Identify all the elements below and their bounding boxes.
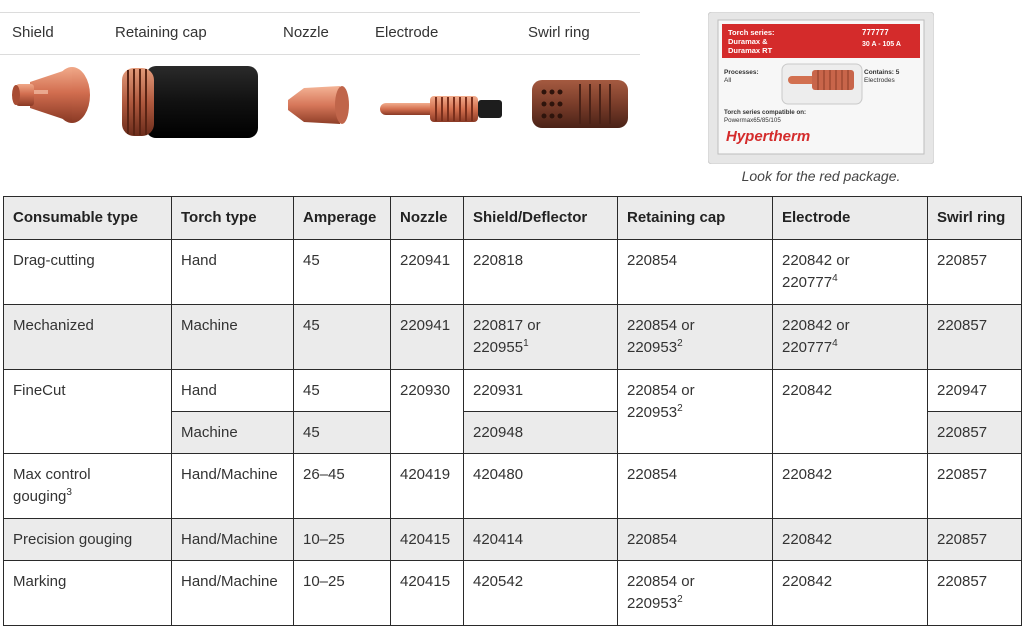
package-header-line3: Duramax RT — [728, 46, 773, 55]
cell-amperage: 10–25 — [294, 519, 391, 561]
cell-torch-type: Hand — [172, 240, 294, 305]
cell-swirl-ring: 220947 — [928, 370, 1022, 412]
cell-torch-type: Machine — [172, 305, 294, 370]
cell-nozzle: 420415 — [391, 519, 464, 561]
cell-nozzle: 220930 — [391, 370, 464, 454]
shield-part-image — [10, 64, 92, 126]
cell-amperage: 26–45 — [294, 454, 391, 519]
column-header-torch-type: Torch type — [172, 197, 294, 240]
cell-torch-type: Hand — [172, 370, 294, 412]
cell-swirl-ring: 220857 — [928, 519, 1022, 561]
cell-cap-line1: 220854 or — [627, 317, 695, 334]
cell-cap-line1: 220854 or — [627, 382, 695, 399]
cell-consumable-type: Precision gouging — [4, 519, 172, 561]
column-header-amperage: Amperage — [294, 197, 391, 240]
cell-shield: 420414 — [464, 519, 618, 561]
swirl-ring-part-image — [528, 76, 632, 132]
cell-electrode-line2: 220777 — [782, 274, 833, 291]
swirl-ring-part-label: Swirl ring — [528, 24, 590, 41]
cell-electrode: 220842 — [773, 454, 928, 519]
column-header-shield: Shield/Deflector — [464, 197, 618, 240]
package-contains-label: Contains: 5 — [864, 69, 900, 76]
cell-retaining-cap: 220854 — [618, 240, 773, 305]
cell-nozzle: 420415 — [391, 561, 464, 626]
table-row-marking — [4, 561, 1022, 626]
column-header-consumable-type: Consumable type — [4, 197, 172, 240]
cell-swirl-ring: 220857 — [928, 412, 1022, 454]
cell-amperage: 45 — [294, 412, 391, 454]
cell-retaining-cap — [618, 561, 773, 626]
cell-electrode — [773, 305, 928, 370]
electrode-part-label: Electrode — [375, 24, 439, 41]
package-contains-value: Electrodes — [864, 77, 895, 84]
retaining-cap-part-label: Retaining cap — [115, 24, 207, 41]
cell-swirl-ring: 220857 — [928, 240, 1022, 305]
cell-swirl-ring: 220857 — [928, 561, 1022, 626]
cell-shield: 420480 — [464, 454, 618, 519]
package-processes-value: All — [724, 77, 732, 84]
cell-retaining-cap — [618, 370, 773, 454]
column-header-retaining-cap: Retaining cap — [618, 197, 773, 240]
cell-shield: 220931 — [464, 370, 618, 412]
cell-torch-type: Machine — [172, 412, 294, 454]
package-part-number: 777777 — [862, 28, 889, 37]
footnote-marker: 4 — [832, 338, 838, 349]
cell-cap-line2: 220953 — [627, 595, 678, 612]
cell-electrode-line1: 220842 or — [782, 252, 850, 269]
cell-amperage: 10–25 — [294, 561, 391, 626]
footnote-marker: 3 — [66, 487, 72, 498]
footnote-marker: 1 — [523, 338, 529, 349]
cell-swirl-ring: 220857 — [928, 454, 1022, 519]
cell-nozzle: 220941 — [391, 240, 464, 305]
cell-consumable-type: Mechanized — [4, 305, 172, 370]
cell-torch-type: Hand/Machine — [172, 561, 294, 626]
package-compatible-label: Torch series compatible on: — [724, 109, 807, 116]
footnote-marker: 2 — [677, 594, 683, 605]
cell-shield: 220948 — [464, 412, 618, 454]
cell-type-line1: Max control — [13, 466, 91, 483]
column-header-swirl-ring: Swirl ring — [928, 197, 1022, 240]
cell-amperage: 45 — [294, 305, 391, 370]
footnote-marker: 2 — [677, 403, 683, 414]
package-amperage: 30 A - 105 A — [862, 41, 901, 48]
cell-electrode-line1: 220842 or — [782, 317, 850, 334]
cell-nozzle: 420419 — [391, 454, 464, 519]
cell-electrode — [773, 240, 928, 305]
table-row-max-control-gouging — [4, 454, 1022, 519]
table-row-drag-cutting — [4, 240, 1022, 305]
cell-torch-type: Hand/Machine — [172, 519, 294, 561]
consumable-parts-strip — [0, 12, 640, 132]
table-row-finecut-hand — [4, 370, 1022, 412]
footnote-marker: 4 — [832, 273, 838, 284]
cell-type-line2: gouging — [13, 488, 67, 505]
cell-electrode: 220842 — [773, 561, 928, 626]
footnote-marker: 2 — [677, 338, 683, 349]
cell-shield — [464, 305, 618, 370]
cell-consumable-type: FineCut — [4, 370, 172, 454]
cell-retaining-cap: 220854 — [618, 519, 773, 561]
package-processes-label: Processes: — [724, 69, 759, 76]
hypertherm-logo: Hypertherm — [726, 128, 811, 145]
package-caption: Look for the red package. — [741, 168, 901, 184]
table-row-mechanized — [4, 305, 1022, 370]
package-compatible-value: Powermax65/85/105 — [724, 117, 781, 124]
cell-retaining-cap — [618, 305, 773, 370]
cell-electrode: 220842 — [773, 519, 928, 561]
cell-torch-type: Hand/Machine — [172, 454, 294, 519]
cell-amperage: 45 — [294, 240, 391, 305]
cell-swirl-ring: 220857 — [928, 305, 1022, 370]
nozzle-part-label: Nozzle — [283, 24, 329, 41]
table-row-precision-gouging — [4, 519, 1022, 561]
shield-part-label: Shield — [12, 24, 54, 41]
retaining-cap-part-image — [118, 64, 260, 140]
consumables-table — [3, 196, 1022, 626]
cell-cap-line2: 220953 — [627, 404, 678, 421]
cell-electrode: 220842 — [773, 370, 928, 454]
cell-consumable-type: Marking — [4, 561, 172, 626]
cell-consumable-type — [4, 454, 172, 519]
table-header-row — [4, 197, 1022, 240]
package-header-line1: Torch series: — [728, 28, 775, 37]
column-header-nozzle: Nozzle — [391, 197, 464, 240]
cell-shield-line2: 220955 — [473, 339, 524, 356]
cell-cap-line2: 220953 — [627, 339, 678, 356]
cell-shield: 220818 — [464, 240, 618, 305]
column-header-electrode: Electrode — [773, 197, 928, 240]
cell-amperage: 45 — [294, 370, 391, 412]
cell-shield: 420542 — [464, 561, 618, 626]
cell-electrode-line2: 220777 — [782, 339, 833, 356]
nozzle-part-image — [286, 82, 350, 128]
cell-shield-line1: 220817 or — [473, 317, 541, 334]
cell-consumable-type: Drag-cutting — [4, 240, 172, 305]
consumable-package-image — [708, 12, 934, 164]
package-header-line2: Duramax & — [728, 37, 768, 46]
parts-label-row — [0, 12, 640, 55]
cell-cap-line1: 220854 or — [627, 573, 695, 590]
electrode-part-image — [378, 92, 506, 128]
cell-retaining-cap: 220854 — [618, 454, 773, 519]
cell-nozzle: 220941 — [391, 305, 464, 370]
